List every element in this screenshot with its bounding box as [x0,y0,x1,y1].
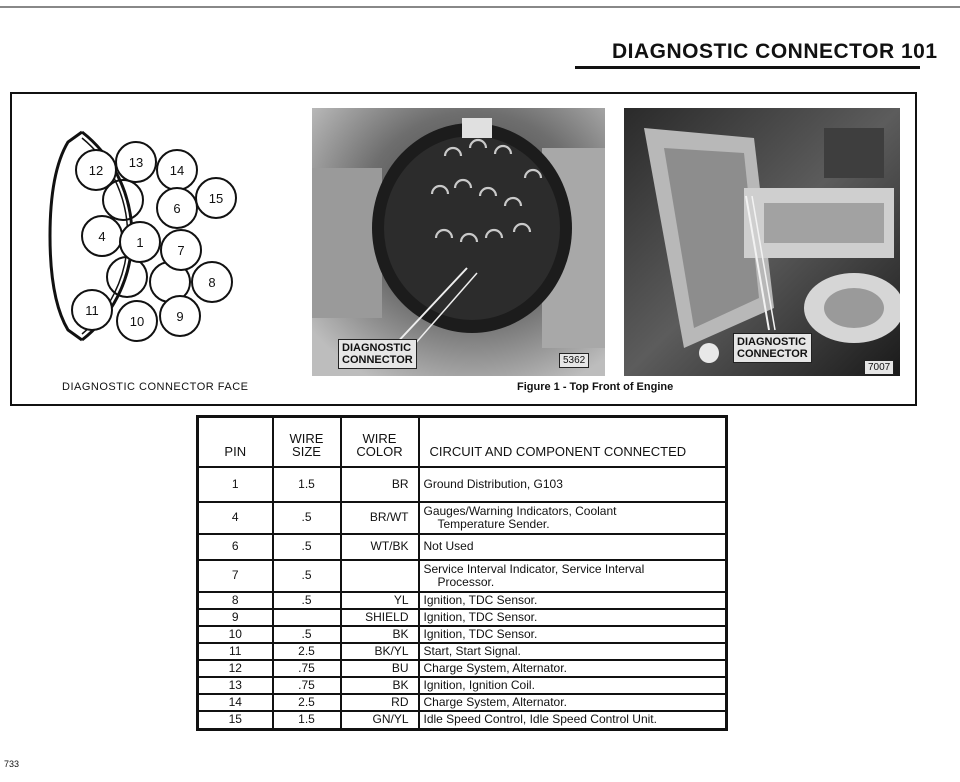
circuit-cell [419,592,727,609]
table-row [198,592,727,609]
page-number: 733 [4,759,20,769]
pin-label: 11 [85,303,99,318]
wire-color-cell: BU [341,660,419,677]
wire-size-cell: .5 [273,560,341,592]
wire-color-cell: BK/YL [341,643,419,660]
circuit-cell [419,643,727,660]
pin-11 [72,290,112,330]
connector-callout-label: DIAGNOSTIC CONNECTOR [338,339,417,369]
circuit-line: Temperature Sender. [437,516,550,531]
pin-9 [160,296,200,336]
connector-closeup-photo [312,108,605,376]
circuit-line: Ground Distribution, G103 [423,476,563,491]
pin-cell: 15 [198,711,273,730]
pin-cell: 13 [198,677,273,694]
circuit-cell [419,467,727,502]
table-row [198,643,727,660]
header-circuit: CIRCUIT AND COMPONENT CONNECTED [419,417,727,467]
pin-4 [82,216,122,256]
wire-color-cell: GN/YL [341,711,419,730]
wire-color-cell: SHIELD [341,609,419,626]
pin-13 [116,142,156,182]
circuit-line: Not Used [423,539,474,553]
pin-label: 10 [129,314,145,329]
circuit-line: Charge System, Alternator. [423,694,567,709]
pin-6 [157,188,197,228]
top-rule [0,6,960,8]
wire-size-cell: 1.5 [273,711,341,730]
pin-cell: 12 [198,660,273,677]
table-row [198,560,727,592]
header-wire-color: WIRE COLOR [341,417,419,467]
wire-color-cell: YL [341,592,419,609]
connector-pins [72,142,236,341]
connector-face-caption: DIAGNOSTIC CONNECTOR FACE [62,381,249,393]
pin-12 [76,150,116,190]
wire-size-cell: 2.5 [273,694,341,711]
circuit-cell [419,677,727,694]
pin-label: 4 [98,229,106,244]
pin-cell: 7 [198,560,273,592]
pin-cell: 8 [198,592,273,609]
pin-cell: 10 [198,626,273,643]
table-header-row [198,417,727,467]
pin-cell: 9 [198,609,273,626]
circuit-line: Ignition, TDC Sensor. [423,609,538,624]
pin-circuit-table [196,415,728,731]
wire-size-cell: .75 [273,660,341,677]
table-row [198,502,727,534]
page-header-title: DIAGNOSTIC CONNECTOR 101 [612,40,938,63]
pin-cell: 11 [198,643,273,660]
pin-8 [192,262,232,302]
header-rule [575,66,920,69]
header-wire-size: WIRE SIZE [273,417,341,467]
circuit-cell [419,502,727,534]
circuit-line: Ignition, TDC Sensor. [423,592,538,607]
table-row [198,534,727,560]
table-row [198,711,727,730]
connector-face-diagram [38,112,278,358]
circuit-cell [419,534,727,560]
figure-caption: Figure 1 - Top Front of Engine [517,381,674,393]
table-body [198,467,727,730]
header-pin: PIN [198,417,273,467]
pin-cell: 4 [198,502,273,534]
wire-color-cell [341,560,419,592]
wire-size-cell: .5 [273,626,341,643]
wire-size-cell: .5 [273,502,341,534]
wire-size-cell: .75 [273,677,341,694]
pin-7 [161,230,201,270]
wire-color-cell: BK [341,677,419,694]
pin-1 [120,222,160,262]
circuit-line: Ignition, TDC Sensor. [423,626,538,641]
pin-label: 14 [169,163,185,178]
photo-number: 7007 [864,360,894,375]
wire-color-cell: BR [341,467,419,502]
pin-label: 1 [136,235,144,250]
table-row [198,694,727,711]
circuit-line: Idle Speed Control, Idle Speed Control Unit. [423,712,657,727]
circuit-line: Charge System, Alternator. [423,660,567,675]
circuit-line: Processor. [437,574,495,589]
circuit-line: Ignition, Ignition Coil. [423,677,535,692]
wire-size-cell: 1.5 [273,467,341,502]
circuit-line: Gauges/Warning Indicators, Coolant [423,503,617,518]
table-row [198,467,727,502]
pin-label: 12 [88,163,104,178]
table-row [198,609,727,626]
wire-color-cell: RD [341,694,419,711]
circuit-line: Start, Start Signal. [423,643,521,658]
circuit-cell [419,660,727,677]
pin-label: 6 [173,201,181,216]
pin-cell: 14 [198,694,273,711]
wire-size-cell: .5 [273,592,341,609]
pin-label: 9 [176,309,184,324]
wire-color-cell: BK [341,626,419,643]
circuit-cell [419,694,727,711]
table-row [198,660,727,677]
photo-number: 5362 [559,353,589,368]
pin-label: 15 [208,191,224,206]
circuit-cell [419,711,727,730]
pin-14 [157,150,197,190]
circuit-cell [419,626,727,643]
connector-callout-label: DIAGNOSTIC CONNECTOR [733,333,812,363]
wire-size-cell: .5 [273,534,341,560]
wire-color-cell: BR/WT [341,502,419,534]
pin-cell: 6 [198,534,273,560]
table-row [198,626,727,643]
circuit-line: Service Interval Indicator, Service Interval [423,561,645,576]
pin-cell: 1 [198,467,273,502]
table-row [198,677,727,694]
wire-color-cell: WT/BK [341,534,419,560]
pin-label: 7 [177,243,185,258]
pin-10 [117,301,157,341]
wire-size-cell: 2.5 [273,643,341,660]
circuit-cell [419,560,727,592]
pin-label: 13 [128,155,144,170]
pin-label: 8 [208,275,216,290]
wire-size-cell [273,609,341,626]
circuit-cell [419,609,727,626]
pin-15 [196,178,236,218]
